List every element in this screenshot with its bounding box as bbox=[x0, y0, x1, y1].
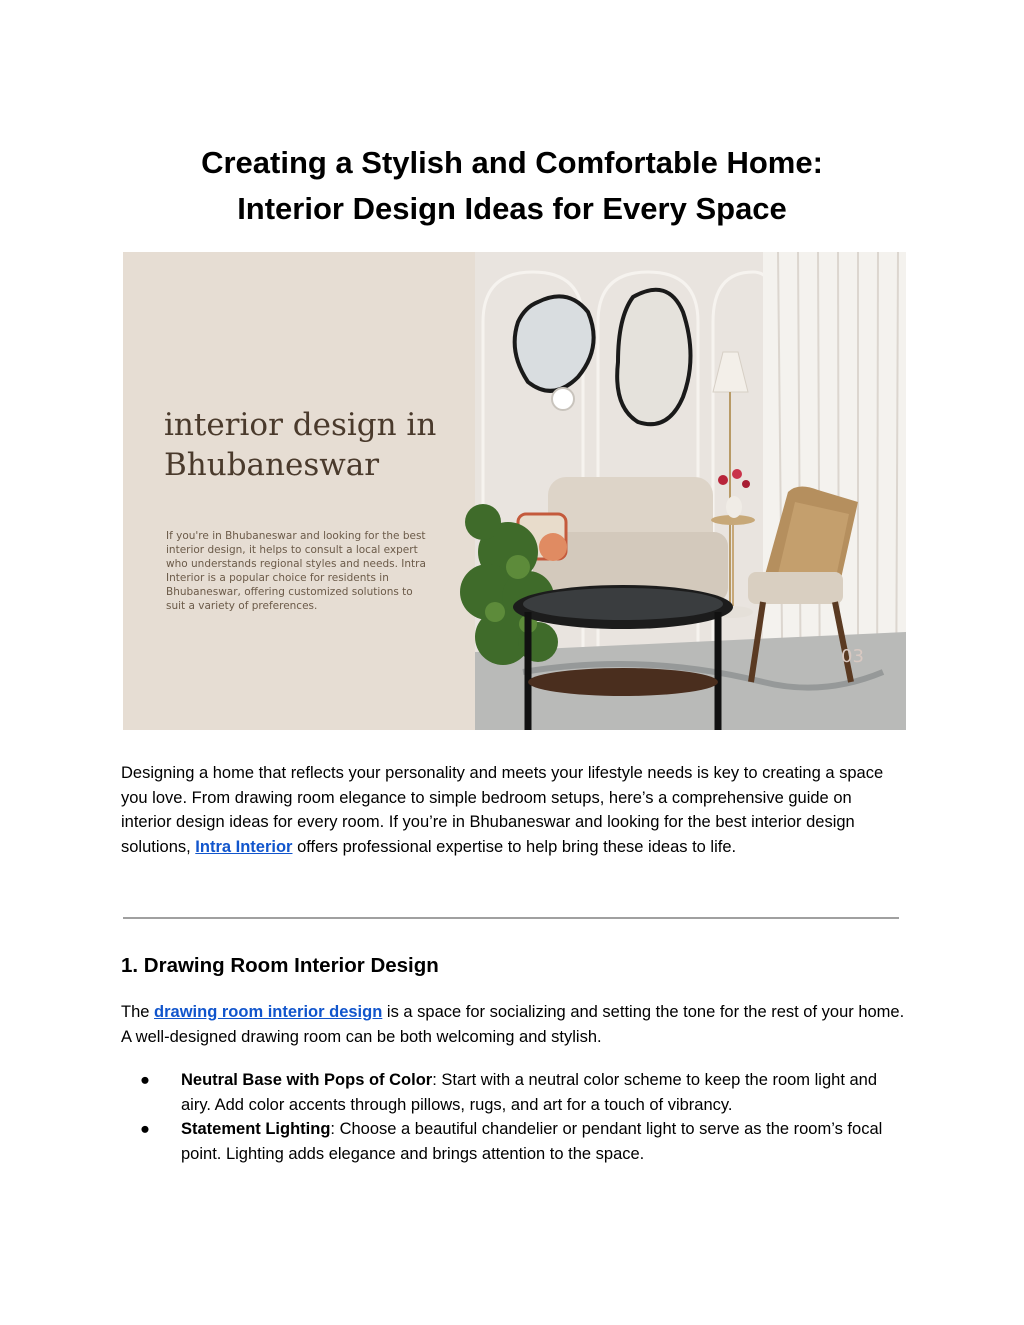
living-room-photo bbox=[460, 252, 906, 730]
intra-interior-link[interactable]: Intra Interior bbox=[195, 837, 293, 856]
bullet-icon: ● bbox=[140, 1120, 150, 1138]
list-item bbox=[121, 1117, 911, 1166]
intro-text-before: Designing a home that reflects your personality and meets your lifestyle needs is key to creating a space you love. From drawing room elegance to simple bedroom setups, here’s a comprehensive guide on interior design ideas for every room. If you’re in Bhubaneswar and looking for the best interior design solutions, bbox=[121, 764, 884, 856]
intro-paragraph bbox=[121, 761, 906, 859]
list-item bbox=[121, 1068, 911, 1117]
drawing-room-link[interactable]: drawing room interior design bbox=[154, 1003, 383, 1021]
para-text-before: The bbox=[121, 1003, 155, 1021]
document-title bbox=[0, 140, 1024, 232]
bullet-term: Neutral Base with Pops of Color bbox=[181, 1071, 433, 1089]
drawing-room-paragraph bbox=[121, 1000, 911, 1049]
bullet-term: Statement Lighting bbox=[181, 1120, 331, 1138]
drawing-room-tips-list bbox=[121, 1068, 911, 1166]
para-text-after: is a space for socializing and setting the tone for the rest of your home. A well-designed drawing room can be both welcoming and stylish. bbox=[121, 1003, 905, 1046]
title-line-2: Interior Design Ideas for Every Space bbox=[237, 191, 787, 226]
hero-body-line-2: interior design, it helps to consult a local expert bbox=[166, 544, 418, 556]
hero-body-line-4: Interior is a popular choice for residents in bbox=[166, 572, 389, 584]
hero-body-line-6: suit a variety of preferences. bbox=[166, 600, 318, 612]
hero-body-line-3: who understands regional styles and needs. Intra bbox=[166, 558, 426, 570]
intro-text-after: offers professional expertise to help bring these ideas to life. bbox=[292, 837, 737, 856]
hero-image bbox=[123, 252, 906, 730]
hero-body-line-5: Bhubaneswar, offering customized solutions to bbox=[166, 586, 413, 598]
bullet-icon: ● bbox=[140, 1071, 150, 1089]
title-line-1: Creating a Stylish and Comfortable Home: bbox=[201, 145, 823, 180]
bullet-text: : Choose a beautiful chandelier or pendant light to serve as the room’s focal point. Lighting adds elegance and brings attention to the space. bbox=[181, 1120, 883, 1163]
section-heading-drawing-room: 1. Drawing Room Interior Design bbox=[121, 954, 439, 977]
hero-heading-line-1: interior design in bbox=[164, 407, 437, 443]
horizontal-divider bbox=[123, 917, 899, 919]
hero-body-line-1: If you're in Bhubaneswar and looking for the best bbox=[166, 530, 426, 542]
bullet-text: : Start with a neutral color scheme to keep the room light and airy. Add color accents through pillows, rugs, and art for a touch of vibrancy. bbox=[181, 1071, 878, 1114]
hero-heading-line-2: Bhubaneswar bbox=[164, 447, 380, 483]
hero-text-panel bbox=[123, 252, 475, 730]
hero-page-number: 03 bbox=[841, 646, 864, 667]
